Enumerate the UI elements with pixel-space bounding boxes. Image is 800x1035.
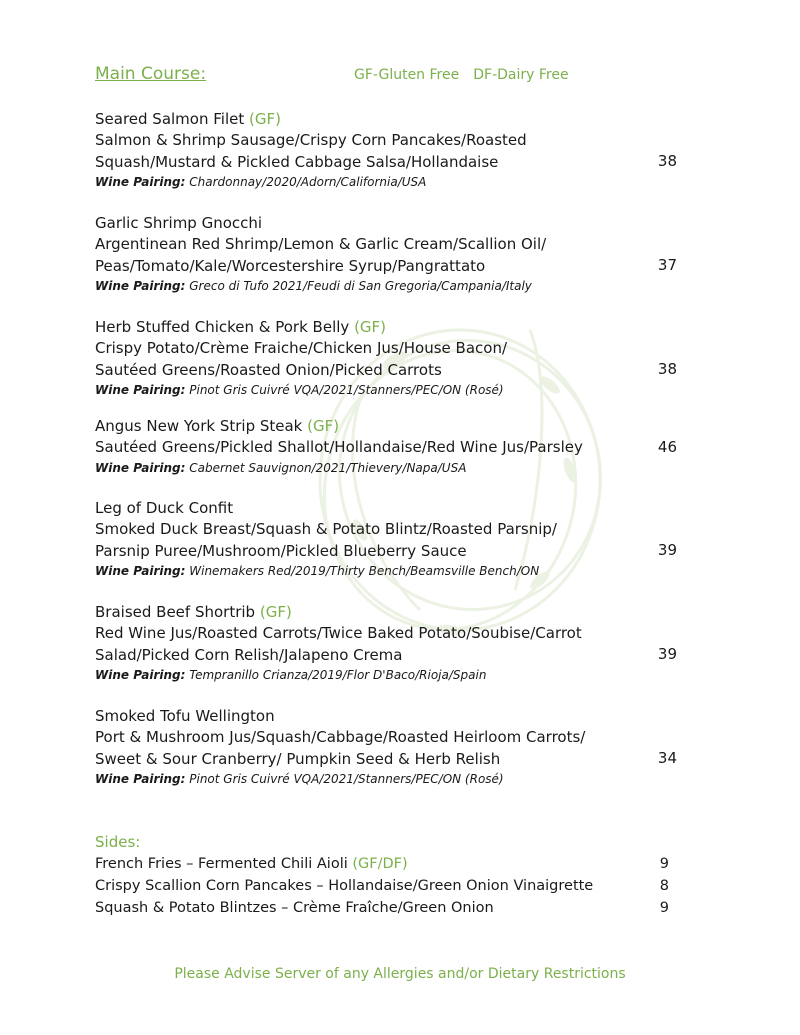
wine-pairing-value: Cabernet Sauvignon/2021/Thievery/Napa/USA	[189, 460, 467, 475]
side-price: 8	[659, 878, 669, 894]
side-item	[95, 897, 695, 919]
dish-price: 38	[657, 360, 677, 378]
diet-legend	[354, 67, 569, 83]
dish-description-line: Sweet & Sour Cranberry/ Pumpkin Seed & Herb Relish	[95, 749, 501, 768]
side-name: French Fries – Fermented Chili Aioli	[95, 856, 348, 872]
dish-name: Leg of Duck Confit	[95, 499, 234, 517]
dish-name: Braised Beef Shortrib	[95, 603, 256, 621]
side-item	[95, 875, 695, 897]
side-item	[95, 853, 695, 875]
section-title-main-course: Main Course:	[95, 64, 207, 84]
wine-pairing-value: Winemakers Red/2019/Thirty Bench/Beamsville Bench/ON	[189, 564, 540, 578]
dish-name: Smoked Tofu Wellington	[95, 707, 275, 725]
side-name: Crispy Scallion Corn Pancakes – Hollandaise/Green Onion Vinaigrette	[95, 878, 594, 894]
wine-pairing-label: Wine Pairing:	[95, 668, 186, 682]
dish-description-line: Sautéed Greens/Roasted Onion/Picked Carrots	[95, 360, 442, 379]
wine-pairing-label: Wine Pairing:	[95, 175, 186, 189]
menu-item	[95, 415, 695, 478]
legend-df-text: -Dairy Free	[492, 67, 569, 83]
dish-name: Angus New York Strip Steak	[95, 417, 303, 435]
menu-item	[95, 601, 695, 685]
legend-gf-code: GF	[354, 67, 373, 83]
side-price: 9	[659, 856, 669, 872]
wine-pairing-label: Wine Pairing:	[95, 564, 186, 578]
dish-diet-tag: (GF)	[354, 318, 387, 336]
dish-description-line: Smoked Duck Breast/Squash & Potato Blintz/Roasted Parsnip/	[95, 520, 557, 538]
wine-pairing	[95, 562, 695, 581]
wine-pairing	[95, 173, 695, 192]
dish-description-line: Squash/Mustard & Pickled Cabbage Salsa/Hollandaise	[95, 152, 499, 171]
menu-item	[95, 316, 695, 400]
dish-name: Herb Stuffed Chicken & Pork Belly	[95, 318, 350, 336]
legend-gf-text: -Gluten Free	[372, 67, 460, 83]
section-title-sides: Sides:	[95, 833, 141, 851]
dish-price: 46	[657, 438, 677, 456]
dish-price: 38	[657, 152, 677, 170]
wine-pairing	[95, 277, 695, 296]
dish-description-line: Crispy Potato/Crème Fraiche/Chicken Jus/House Bacon/	[95, 339, 508, 357]
menu-item	[95, 108, 695, 192]
side-diet-tag: (GF/DF)	[352, 856, 408, 872]
dish-description-line: Sautéed Greens/Pickled Shallot/Hollandaise/Red Wine Jus/Parsley	[95, 438, 583, 456]
wine-pairing-label: Wine Pairing:	[95, 279, 186, 293]
wine-pairing-value: Greco di Tufo 2021/Feudi di San Gregoria/Campania/Italy	[189, 279, 532, 293]
wine-pairing-value: Chardonnay/2020/Adorn/California/USA	[189, 175, 427, 189]
wine-pairing	[95, 381, 695, 400]
wine-pairing-label: Wine Pairing:	[95, 383, 186, 397]
allergy-notice: Please Advise Server of any Allergies and/or Dietary Restrictions	[174, 966, 626, 982]
wine-pairing-value: Tempranillo Crianza/2019/Flor D'Baco/Rioja/Spain	[189, 668, 487, 682]
sides-section	[95, 831, 695, 919]
dish-description-line: Argentinean Red Shrimp/Lemon & Garlic Cream/Scallion Oil/	[95, 235, 547, 253]
wine-pairing	[95, 666, 695, 685]
dish-price: 39	[657, 541, 677, 559]
menu-item	[95, 705, 695, 789]
menu-item	[95, 497, 695, 581]
dish-description-line: Parsnip Puree/Mushroom/Pickled Blueberry Sauce	[95, 541, 467, 560]
dish-description-line: Salad/Picked Corn Relish/Jalapeno Crema	[95, 645, 403, 664]
dish-name: Garlic Shrimp Gnocchi	[95, 214, 263, 232]
dish-diet-tag: (GF)	[259, 603, 292, 621]
dish-description-line: Port & Mushroom Jus/Squash/Cabbage/Roasted Heirloom Carrots/	[95, 728, 586, 746]
dish-diet-tag: (GF)	[307, 417, 340, 435]
wine-pairing	[95, 770, 695, 789]
dish-diet-tag: (GF)	[249, 110, 281, 128]
legend-df-code: DF	[473, 67, 493, 83]
wine-pairing-label: Wine Pairing:	[95, 772, 186, 786]
wine-pairing-value: Pinot Gris Cuivré VQA/2021/Stanners/PEC/ON (Rosé)	[189, 383, 504, 397]
menu-header	[95, 64, 695, 88]
wine-pairing-label: Wine Pairing:	[95, 460, 186, 475]
dish-price: 39	[657, 645, 677, 663]
dish-description-line: Salmon & Shrimp Sausage/Crispy Corn Pancakes/Roasted	[95, 131, 527, 149]
dish-description-line: Red Wine Jus/Roasted Carrots/Twice Baked Potato/Soubise/Carrot	[95, 624, 582, 642]
dish-description-line: Peas/Tomato/Kale/Worcestershire Syrup/Pangrattato	[95, 256, 486, 275]
wine-pairing-value: Pinot Gris Cuivré VQA/2021/Stanners/PEC/ON (Rosé)	[189, 772, 504, 786]
wine-pairing	[95, 459, 695, 478]
dish-price: 37	[657, 256, 677, 274]
side-price: 9	[659, 900, 669, 916]
dish-name: Seared Salmon Filet	[95, 110, 245, 128]
dish-price: 34	[657, 749, 677, 767]
side-name: Squash & Potato Blintzes – Crème Fraîche/Green Onion	[95, 900, 494, 916]
menu-item	[95, 212, 695, 296]
